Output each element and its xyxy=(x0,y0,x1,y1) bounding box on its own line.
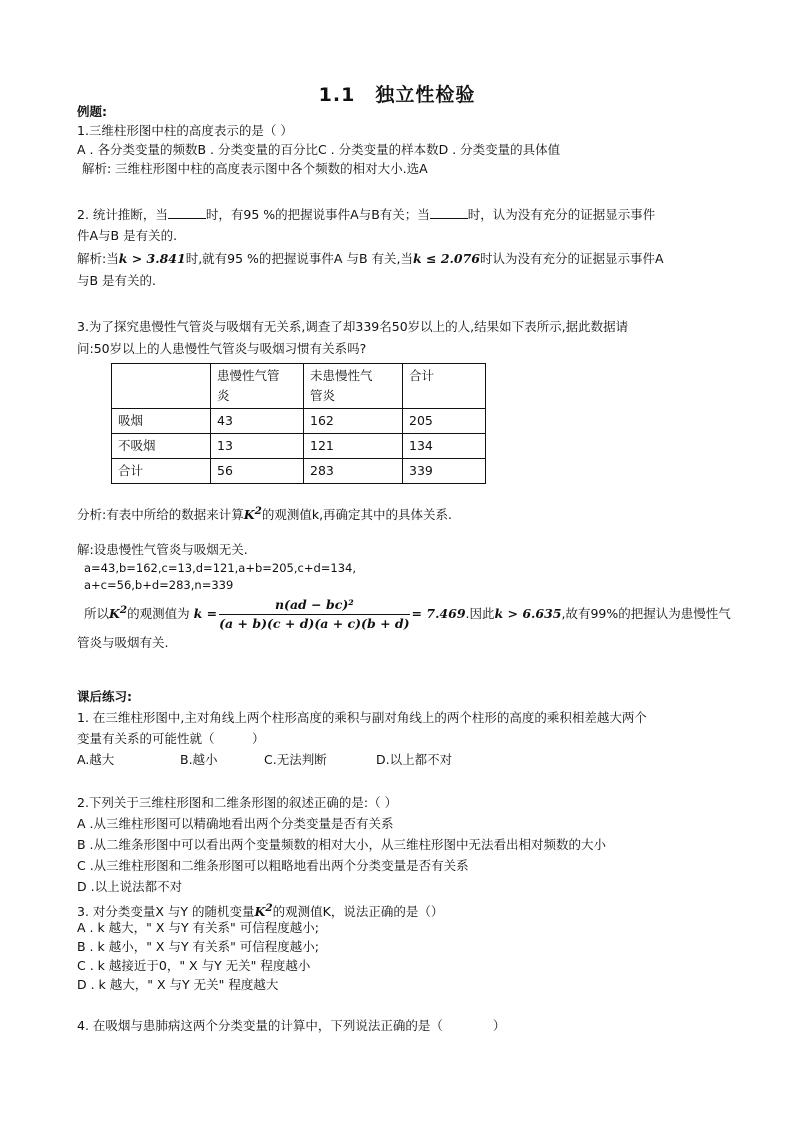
h1-line2: 变量有关系的可能性就（ ） xyxy=(77,731,265,746)
k-squared xyxy=(244,507,262,522)
k-squared xyxy=(255,904,273,919)
q2-line1-c: 时，认为没有充分的证据显示事件 xyxy=(467,207,656,222)
h3-q-b: 的观测值K，说法正确的是（） xyxy=(272,904,444,920)
q3-analysis-a: 分析:有表中所给的数据来计算 xyxy=(77,507,244,523)
example-heading: 例题: xyxy=(77,104,107,119)
q3-sol-a: 所以 xyxy=(84,606,110,622)
homework-heading: 课后练习: xyxy=(77,689,132,704)
k-sup: 2 xyxy=(119,604,128,616)
h2-option-a: A .从三维柱形图可以精确地看出两个分类变量是否有关系 xyxy=(77,816,394,831)
q2-analysis xyxy=(77,251,664,267)
table-row xyxy=(112,409,486,434)
table-header-row xyxy=(112,364,486,409)
q3-line1: 3.为了探究患慢性气管炎与吸烟有无关系,调查了却339名50岁以上的人,结果如下表所示,据此数据请 xyxy=(77,319,629,334)
h3-option-a: A . k 越大，" X 与Y 有关系" 可信程度越小; xyxy=(77,920,319,935)
q1-analysis: 解析: 三维柱形图中柱的高度表示图中各个频数的相对大小.选A xyxy=(82,161,428,176)
h1-line1: 1. 在三维柱形图中,主对角线上两个柱形高度的乘积与副对角线上的两个柱形的高度的乘积相差越大两个 xyxy=(77,710,647,725)
table-header-cell xyxy=(112,364,211,409)
table-row xyxy=(112,459,486,484)
table-cell: 205 xyxy=(403,409,486,434)
table-header-cell: 合计 xyxy=(403,364,486,409)
table-cell: 43 xyxy=(211,409,304,434)
q3-solution-head: 解:设患慢性气管炎与吸烟无关. xyxy=(77,542,248,557)
q3-analysis xyxy=(77,503,452,523)
q2-ana-a: 解析:当 xyxy=(77,251,119,266)
q3-analysis-b: 的观测值k,再确定其中的具体关系. xyxy=(261,507,453,523)
table-cell: 121 xyxy=(304,434,403,459)
table-header-cell: 患慢性气管 炎 xyxy=(211,364,304,409)
k-symbol: K xyxy=(243,507,255,523)
k-sup: 2 xyxy=(254,505,262,517)
h1-option-a: A.越大 xyxy=(77,752,115,767)
h1-option-d: D.以上都不对 xyxy=(376,752,453,767)
h3-option-d: D . k 越大，" X 与Y 无关" 程度越大 xyxy=(77,977,279,992)
table-cell: 13 xyxy=(211,434,304,459)
table-cell: 283 xyxy=(304,459,403,484)
q2-line1-a: 2. 统计推断，当 xyxy=(77,207,168,222)
formula-denominator: (a + b)(c + d)(a + c)(b + d) xyxy=(219,616,410,632)
table-cell: 吸烟 xyxy=(112,409,211,434)
table-row xyxy=(112,434,486,459)
q2-line1 xyxy=(77,206,655,223)
k-symbol: K xyxy=(109,606,120,622)
q2-ana-c: 时认为没有充分的证据显示事件A xyxy=(479,251,664,266)
table-cell: 162 xyxy=(304,409,403,434)
q3-solution-line2: 管炎与吸烟有关. xyxy=(77,635,169,650)
q3-sol-d: ,故有99%的把握认为患慢性气 xyxy=(561,606,731,622)
h4-question: 4. 在吸烟与患肺病这两个分类变量的计算中，下列说法正确的是（ ） xyxy=(77,1018,506,1033)
table-cell: 339 xyxy=(403,459,486,484)
h1-option-c: C.无法判断 xyxy=(264,752,327,767)
h1-option-b: B.越小 xyxy=(180,752,218,767)
k-threshold: k > 6.635 xyxy=(494,606,562,622)
k-sup: 2 xyxy=(265,902,273,914)
formula-numerator: n(ad − bc)² xyxy=(219,597,409,615)
q2-ana-b: 时,就有95 %的把握说事件A 与B 有关,当 xyxy=(185,251,413,266)
q2-line1-b: 时，有95 %的把握说事件A与B有关；当 xyxy=(205,207,430,222)
page-title: 1.1 独立性检验 xyxy=(318,84,476,106)
q1-options: A . 各分类变量的频数B . 分类变量的百分比C . 分类变量的样本数D . 分类变量的具体值 xyxy=(77,142,561,157)
table-header-cell: 未患慢性气 管炎 xyxy=(304,364,403,409)
table-cell: 56 xyxy=(211,459,304,484)
q3-solution-formula xyxy=(84,593,731,632)
q2-analysis-line2: 与B 是有关的. xyxy=(77,273,157,288)
table-cell: 134 xyxy=(403,434,486,459)
answer-blank[interactable] xyxy=(430,206,468,219)
formula-k: k = xyxy=(193,606,218,622)
q3-line2: 问:50岁以上的人患慢性气管炎与吸烟习惯有关系吗? xyxy=(77,341,367,356)
q2-line2: 件A与B 是有关的. xyxy=(77,228,178,243)
h3-q-a: 3. 对分类变量X 与Y 的随机变量 xyxy=(77,904,255,920)
h3-question xyxy=(77,900,443,920)
data-table xyxy=(111,363,486,484)
formula-fraction xyxy=(219,597,409,632)
k-symbol: K xyxy=(254,904,266,920)
q3-sol-b: 的观测值为 xyxy=(127,606,190,622)
table-cell: 不吸烟 xyxy=(112,434,211,459)
answer-blank[interactable] xyxy=(168,206,206,219)
h3-option-b: B . k 越小，" X 与Y 有关系" 可信程度越小; xyxy=(77,939,320,954)
table-cell: 合计 xyxy=(112,459,211,484)
h2-question: 2.下列关于三维柱形图和二维条形图的叙述正确的是:（ ） xyxy=(77,795,398,810)
q3-values-1: a=43,b=162,c=13,d=121,a+b=205,c+d=134, xyxy=(84,561,357,575)
q3-values-2: a+c=56,b+d=283,n=339 xyxy=(84,578,234,592)
q3-sol-c: .因此 xyxy=(465,606,495,622)
q2-math-k2: k ≤ 2.076 xyxy=(412,251,480,266)
q2-math-k1: k > 3.841 xyxy=(118,251,186,266)
h2-option-b: B .从二维条形图中可以看出两个变量频数的相对大小，从三维柱形图中无法看出相对频数的大小 xyxy=(77,837,607,852)
k-squared xyxy=(109,606,127,621)
q1-question: 1.三维柱形图中柱的高度表示的是（ ） xyxy=(77,123,293,138)
h3-option-c: C . k 越接近于0，" X 与Y 无关" 程度越小 xyxy=(77,958,311,973)
h2-option-c: C .从三维柱形图和二维条形图可以粗略地看出两个分类变量是否有关系 xyxy=(77,858,469,873)
h2-option-d: D .以上说法都不对 xyxy=(77,879,183,894)
formula-value: = 7.469 xyxy=(411,606,466,622)
